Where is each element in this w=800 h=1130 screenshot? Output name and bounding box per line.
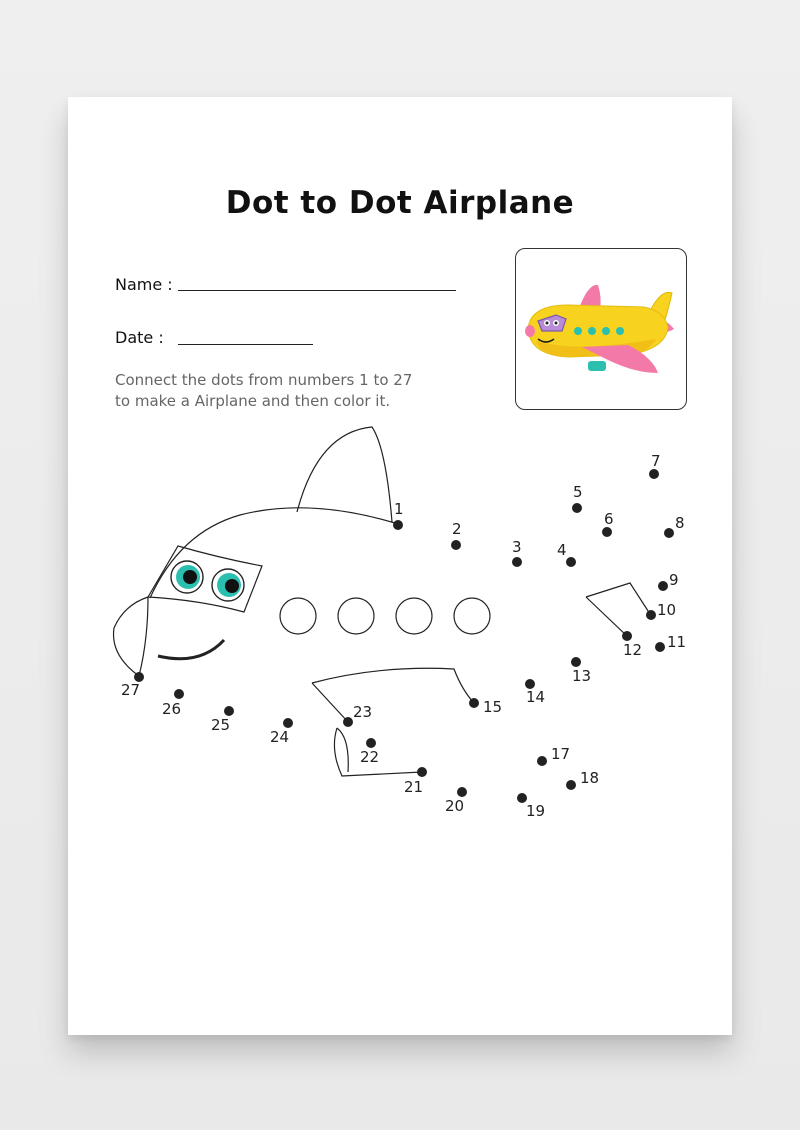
dot-22 xyxy=(366,738,376,748)
dot-label-11: 11 xyxy=(667,633,687,651)
dot-4 xyxy=(566,557,576,567)
dot-3 xyxy=(512,557,522,567)
dot-5 xyxy=(572,503,582,513)
dot-label-12: 12 xyxy=(623,641,643,659)
dot-label-23: 23 xyxy=(353,703,373,721)
dot-17 xyxy=(537,756,547,766)
dot-label-7: 7 xyxy=(651,452,661,470)
dot-25 xyxy=(224,706,234,716)
dot-2 xyxy=(451,540,461,550)
numbered-dots xyxy=(121,452,686,820)
dot-label-25: 25 xyxy=(211,716,231,734)
dot-label-26: 26 xyxy=(162,700,182,718)
dot-label-2: 2 xyxy=(452,520,462,538)
dot-10 xyxy=(646,610,656,620)
name-label: Name : xyxy=(115,275,173,294)
dot-15 xyxy=(469,698,479,708)
dot-label-10: 10 xyxy=(657,601,677,619)
eyes-icon xyxy=(171,561,244,601)
dot-label-21: 21 xyxy=(404,778,424,796)
airplane-outline xyxy=(114,427,650,776)
instruction-line: to make a Airplane and then color it. xyxy=(115,392,391,410)
dot-13 xyxy=(571,657,581,667)
dot-label-1: 1 xyxy=(394,500,404,518)
dot-label-18: 18 xyxy=(580,769,600,787)
dot-12 xyxy=(622,631,632,641)
dot-9 xyxy=(658,581,668,591)
dot-18 xyxy=(566,780,576,790)
dot-label-6: 6 xyxy=(604,510,614,528)
dot-label-9: 9 xyxy=(669,571,679,589)
dot-label-5: 5 xyxy=(573,483,583,501)
dot-label-14: 14 xyxy=(526,688,546,706)
dot-label-24: 24 xyxy=(270,728,290,746)
instruction-line: Connect the dots from numbers 1 to 27 xyxy=(115,371,413,389)
dot-label-17: 17 xyxy=(551,745,571,763)
dot-20 xyxy=(457,787,467,797)
dot-label-19: 19 xyxy=(526,802,546,820)
dot-1 xyxy=(393,520,403,530)
dot-8 xyxy=(664,528,674,538)
dot-label-22: 22 xyxy=(360,748,380,766)
dot-label-13: 13 xyxy=(572,667,592,685)
date-label: Date : xyxy=(115,328,164,347)
dot-label-3: 3 xyxy=(512,538,522,556)
dot-23 xyxy=(343,717,353,727)
dot-label-27: 27 xyxy=(121,681,141,699)
dot-21 xyxy=(417,767,427,777)
dot-26 xyxy=(174,689,184,699)
dot-24 xyxy=(283,718,293,728)
worksheet-title: Dot to Dot Airplane xyxy=(225,185,575,221)
dot-6 xyxy=(602,527,612,537)
dot-7 xyxy=(649,469,659,479)
dot-label-4: 4 xyxy=(557,541,567,559)
dot-11 xyxy=(655,642,665,652)
dot-label-8: 8 xyxy=(675,514,685,532)
dot-label-20: 20 xyxy=(445,797,465,815)
dot-label-15: 15 xyxy=(483,698,503,716)
